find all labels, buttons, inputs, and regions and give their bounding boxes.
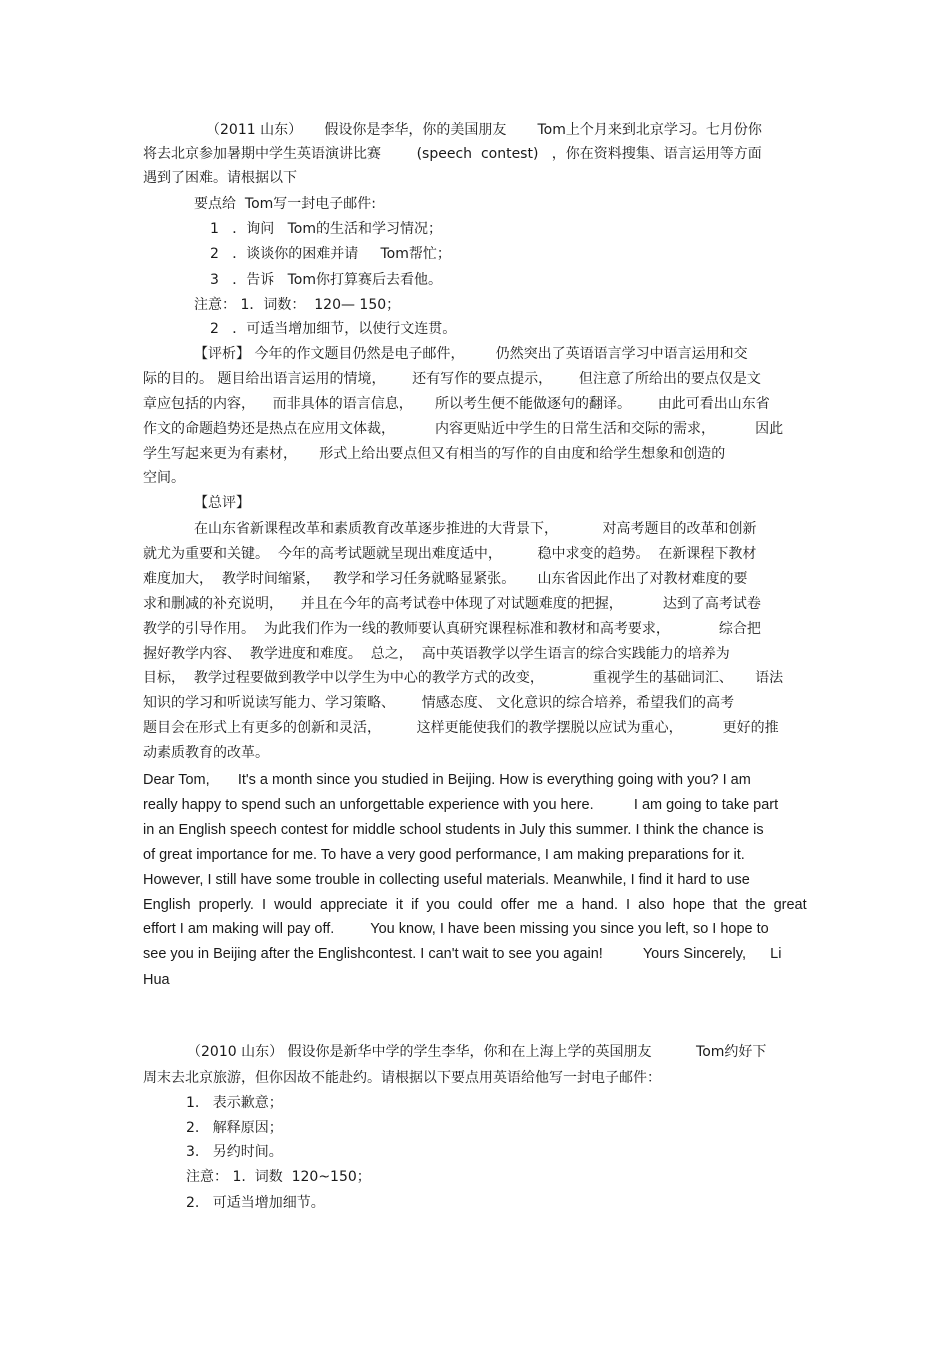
- problem-2010-note: 注意： 1. 词数 120~150；: [186, 1169, 371, 1185]
- problem-2010-note: 2. 可适当增加细节。: [186, 1195, 325, 1211]
- analysis-line: 学生写起来更为有素材， 形式上给出要点但又有相当的写作的自由度和给学生想象和创造的: [143, 446, 726, 462]
- problem-2011-note: 2 ．可适当增加细节，以使行文连贯。: [210, 321, 457, 337]
- problem-2011-line: 遇到了困难。请根据以下: [143, 170, 297, 186]
- summary-line: 知识的学习和听说读写能力、学习策略、 情感态度、 文化意识的综合培养，希望我们的高考: [143, 695, 735, 711]
- problem-2010-point: 2. 解释原因；: [186, 1120, 283, 1136]
- summary-line: 教学的引导作用。 为此我们作为一线的教师要认真研究课程标准和教材和高考要求， 综合把: [143, 621, 761, 637]
- summary-line: 握好教学内容、 教学进度和难度。 总之， 高中英语教学以学生语言的综合实践能力的培养为: [143, 646, 730, 662]
- summary-line: 就尤为重要和关键。 今年的高考试题就呈现出难度适中， 稳中求变的趋势。 在新课程下教材: [143, 546, 757, 562]
- summary-line: 目标， 教学过程要做到教学中以学生为中心的教学方式的改变， 重视学生的基础词汇、 语法: [143, 670, 784, 686]
- problem-2011-line: （2011 山东） 假设你是李华，你的美国朋友 Tom上个月来到北京学习。七月份你: [206, 122, 762, 138]
- analysis-line: 际的目的。 题目给出语言运用的情境， 还有写作的要点提示， 但注意了所给出的要点仅是文: [143, 371, 761, 387]
- letter-line: However, I still have some trouble in collecting useful materials. Meanwhile, I find it hard to use: [143, 872, 750, 888]
- summary-heading: 【总评】: [194, 495, 250, 511]
- summary-line: 在山东省新课程改革和素质教育改革逐步推进的大背景下， 对高考题目的改革和创新: [194, 521, 757, 537]
- problem-2010-line: 周末去北京旅游，但你因故不能赴约。请根据以下要点用英语给他写一封电子邮件：: [143, 1070, 661, 1086]
- problem-2011-point: 2 ．谈谈你的困难并请 Tom帮忙；: [210, 246, 451, 262]
- problem-2010-line: （2010 山东） 假设你是新华中学的学生李华，你和在上海上学的英国朋友 Tom约好下: [187, 1044, 767, 1060]
- analysis-line: 空间。: [143, 470, 185, 486]
- letter-line: effort I am making will pay off. You know, I have been missing you since you left, so I hope to: [143, 921, 769, 937]
- letter-line: see you in Beijing after the Englishcontest. I can't wait to see you again! Yours Sincerely, Li: [143, 946, 782, 962]
- problem-2011-line: 将去北京参加暑期中学生英语演讲比赛 (speech contest) ，你在资料搜集、语言运用等方面: [143, 146, 762, 162]
- problem-2011-line: 要点给 Tom写一封电子邮件:: [194, 196, 376, 212]
- letter-line: Hua: [143, 972, 170, 988]
- summary-line: 求和删减的补充说明， 并且在今年的高考试卷中体现了对试题难度的把握， 达到了高考试卷: [143, 596, 761, 612]
- summary-line: 题目会在形式上有更多的创新和灵活， 这样更能使我们的教学摆脱以应试为重心， 更好的推: [143, 720, 779, 736]
- analysis-line: 作文的命题趋势还是热点在应用文体裁， 内容更贴近中学生的日常生活和交际的需求， 因此: [143, 421, 784, 437]
- summary-line: 动素质教育的改革。: [143, 745, 269, 761]
- problem-2010-point: 1. 表示歉意；: [186, 1095, 283, 1111]
- letter-line: Dear Tom, It's a month since you studied in Beijing. How is everything going with you? I am: [143, 772, 751, 788]
- letter-line: of great importance for me. To have a very good performance, I am making preparations for it.: [143, 847, 745, 863]
- letter-line: English properly. I would appreciate it if you could offer me a hand. I also hope that the great: [143, 897, 807, 913]
- problem-2010-point: 3. 另约时间。: [186, 1144, 283, 1160]
- problem-2011-note: 注意： 1．词数： 120— 150；: [194, 297, 401, 313]
- problem-2011-point: 1 ．询问 Tom的生活和学习情况；: [210, 221, 442, 237]
- letter-line: really happy to spend such an unforgettable experience with you here. I am going to take part: [143, 797, 779, 813]
- problem-2011-point: 3 ．告诉 Tom你打算赛后去看他。: [210, 272, 442, 288]
- letter-line: in an English speech contest for middle school students in July this summer. I think the chance is: [143, 822, 764, 838]
- summary-line: 难度加大， 教学时间缩紧， 教学和学习任务就略显紧张。 山东省因此作出了对教材难度的要: [143, 571, 748, 587]
- analysis-line: 章应包括的内容， 而非具体的语言信息， 所以考生便不能做逐句的翻译。 由此可看出山东省: [143, 396, 770, 412]
- analysis-line: 【评析】 今年的作文题目仍然是电子邮件， 仍然突出了英语语言学习中语言运用和交: [194, 346, 748, 362]
